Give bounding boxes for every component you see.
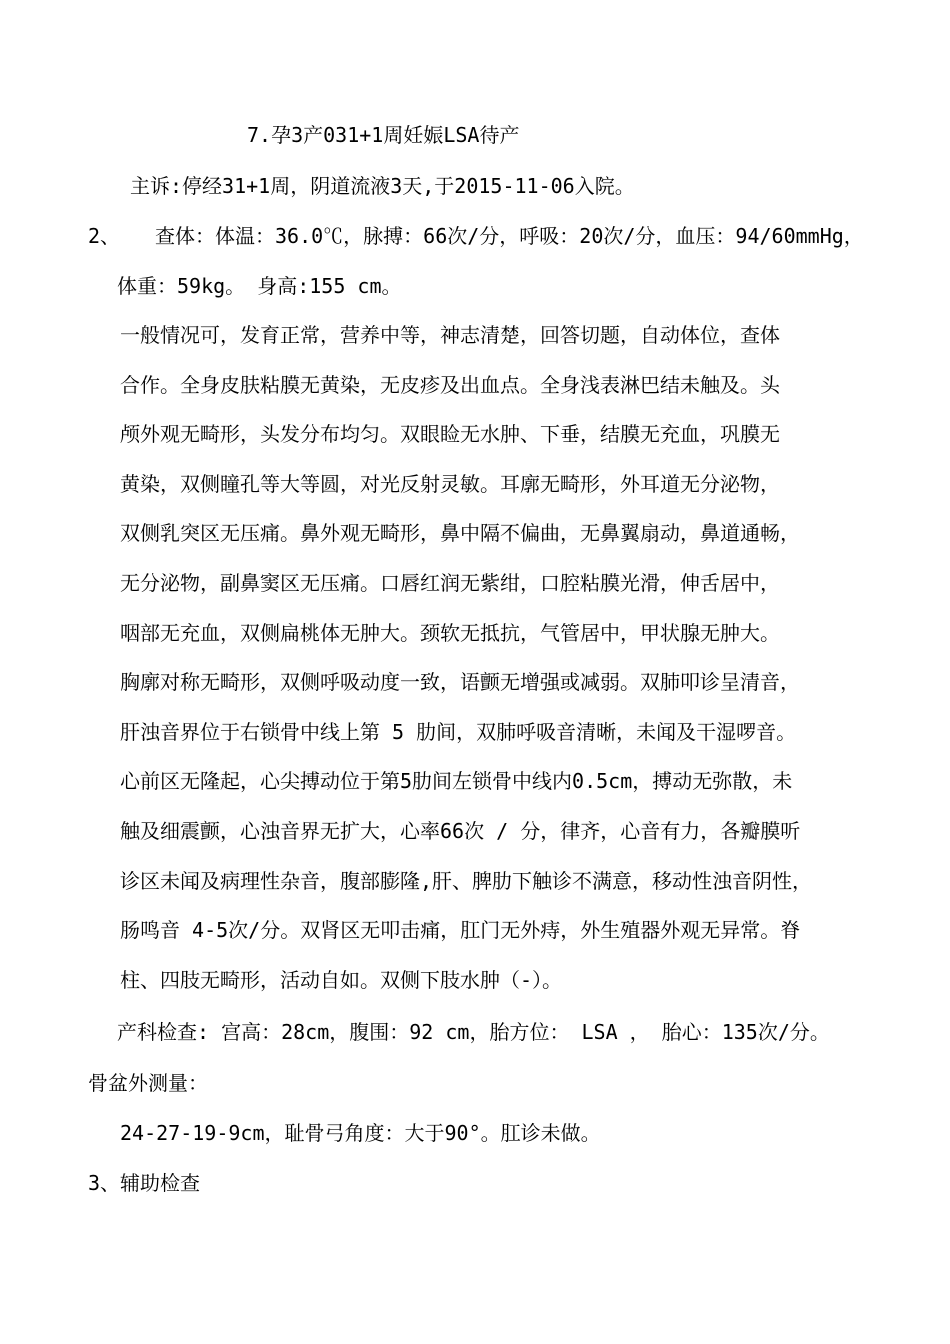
general-exam-line: 肠鸣音 4-5次/分。双肾区无叩击痛，肛门无外痔，外生殖器外观无异常。脊 [120,918,801,942]
general-exam-line: 肝浊音界位于右锁骨中线上第 5 肋间，双肺呼吸音清晰，未闻及干湿啰音。 [120,720,797,744]
general-exam-line: 柱、四肢无畸形，活动自如。双侧下肢水肿（-）。 [120,968,563,992]
physical-exam-weight-height: 体重：59kg。 身高:155 cm。 [117,274,402,298]
general-exam-line: 无分泌物，副鼻窦区无压痛。口唇红润无紫绀，口腔粘膜光滑，伸舌居中， [120,571,780,595]
physical-exam-vitals: 查体：体温：36.0℃，脉搏：66次/分，呼吸：20次/分，血压：94/60mmHg， [155,224,864,248]
general-exam-line: 触及细震颤，心浊音界无扩大，心率66次 / 分，律齐，心音有力，各瓣膜听 [120,819,801,843]
general-exam-line: 颅外观无畸形，头发分布均匀。双眼睑无水肿、下垂，结膜无充血，巩膜无 [120,422,780,446]
chief-complaint: 主诉:停经31+1周，阴道流液3天,于2015-11-06入院。 [130,174,635,198]
general-exam-line: 合作。全身皮肤粘膜无黄染，无皮疹及出血点。全身浅表淋巴结未触及。头 [120,373,780,397]
document-title: 7.孕3产031+1周妊娠LSA待产 [247,123,520,147]
general-exam-line: 诊区未闻及病理性杂音，腹部膨隆,肝、脾肋下触诊不满意，移动性浊音阴性， [120,869,813,893]
general-exam-line: 双侧乳突区无压痛。鼻外观无畸形，鼻中隔不偏曲，无鼻翼扇动，鼻道通畅， [120,521,800,545]
general-exam-line: 心前区无隆起，心尖搏动位于第5肋间左锁骨中线内0.5cm，搏动无弥散，未 [120,769,793,793]
general-exam-line: 黄染，双侧瞳孔等大等圆，对光反射灵敏。耳廓无畸形，外耳道无分泌物， [120,472,780,496]
obstetric-exam: 产科检查: 宫高：28cm，腹围：92 cm，胎方位： LSA ， 胎心：135次/分。 [117,1020,830,1044]
pelvis-measure-heading: 骨盆外测量： [88,1071,208,1095]
general-exam-line: 一般情况可，发育正常，营养中等，神志清楚，回答切题，自动体位，查体 [120,323,780,347]
pelvis-measure-values: 24-27-19-9cm，耻骨弓角度：大于90°。肛诊未做。 [120,1121,601,1145]
general-exam-line: 咽部无充血，双侧扁桃体无肿大。颈软无抵抗，气管居中，甲状腺无肿大。 [120,621,780,645]
general-exam-line: 胸廓对称无畸形，双侧呼吸动度一致，语颤无增强或减弱。双肺叩诊呈清音， [120,670,800,694]
auxiliary-exam-heading: 3、辅助检查 [88,1171,201,1195]
section-number-exam: 2、 [88,224,121,248]
